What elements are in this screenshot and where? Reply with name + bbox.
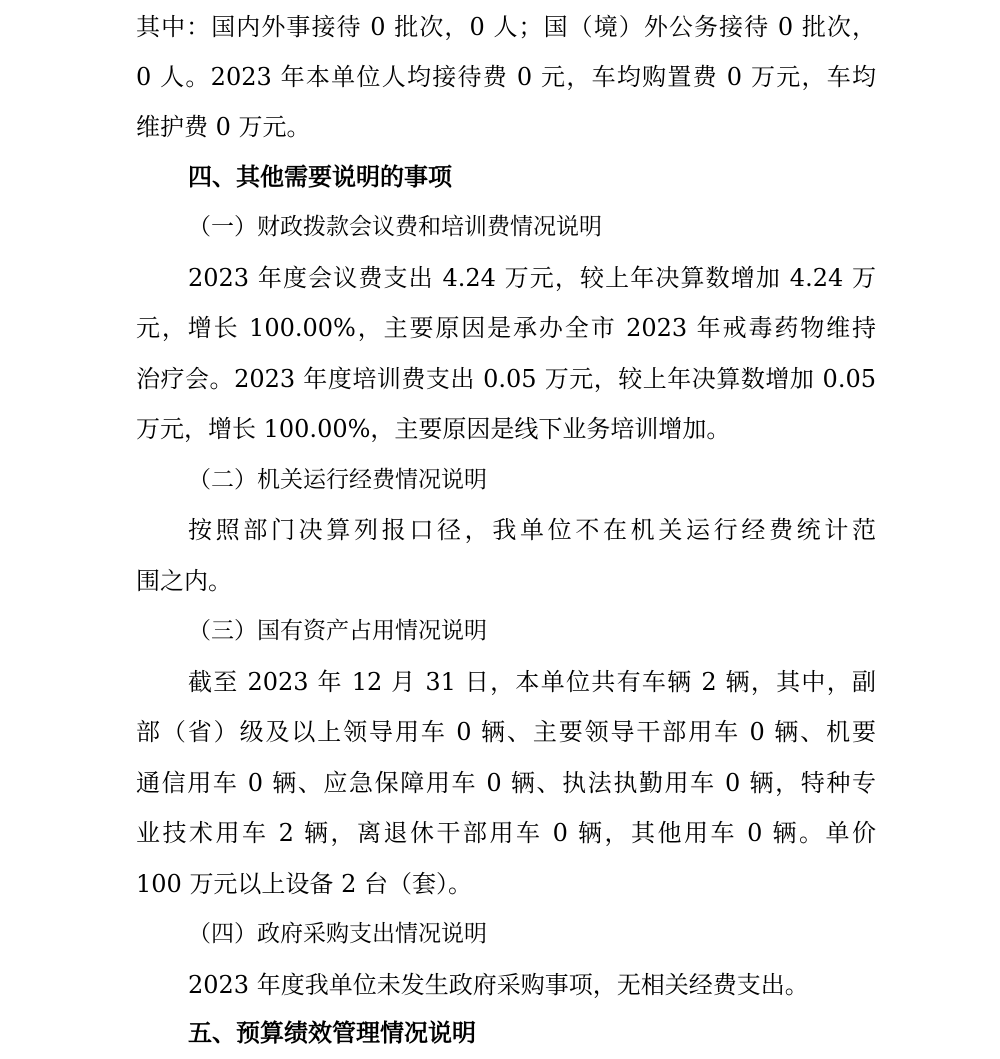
paragraph-line: 部（省）级及以上领导用车 0 辆、主要领导干部用车 0 辆、机要 <box>136 718 876 746</box>
paragraph-line: 截至 2023 年 12 月 31 日，本单位共有车辆 2 辆，其中，副 <box>188 668 876 696</box>
paragraph-line: 维护费 0 万元。 <box>136 113 311 141</box>
subsection-heading: （四）政府采购支出情况说明 <box>188 921 487 947</box>
paragraph-line: 业技术用车 2 辆，离退休干部用车 0 辆，其他用车 0 辆。单价 <box>136 819 876 847</box>
paragraph-line: 通信用车 0 辆、应急保障用车 0 辆、执法执勤用车 0 辆，特种专 <box>136 769 876 797</box>
paragraph-line: 按照部门决算列报口径，我单位不在机关运行经费统计范 <box>188 516 876 544</box>
subsection-heading: （一）财政拨款会议费和培训费情况说明 <box>188 214 602 240</box>
paragraph-line: 万元，增长 100.00%，主要原因是线下业务培训增加。 <box>136 415 731 443</box>
paragraph-line: 其中：国内外事接待 0 批次，0 人；国（境）外公务接待 0 批次， <box>136 13 876 41</box>
paragraph-line: 0 人。2023 年本单位人均接待费 0 元，车均购置费 0 万元，车均 <box>136 63 876 91</box>
section-heading: 五、预算绩效管理情况说明 <box>188 1019 476 1047</box>
paragraph-line: 元，增长 100.00%，主要原因是承办全市 2023 年戒毒药物维持 <box>136 314 876 342</box>
paragraph-line: 2023 年度我单位未发生政府采购事项，无相关经费支出。 <box>188 971 809 999</box>
paragraph-line: 2023 年度会议费支出 4.24 万元，较上年决算数增加 4.24 万 <box>188 264 876 292</box>
paragraph-line: 100 万元以上设备 2 台（套）。 <box>136 870 472 898</box>
paragraph-line: 围之内。 <box>136 567 232 595</box>
subsection-heading: （三）国有资产占用情况说明 <box>188 618 487 644</box>
paragraph-line: 治疗会。2023 年度培训费支出 0.05 万元，较上年决算数增加 0.05 <box>136 365 876 393</box>
section-heading: 四、其他需要说明的事项 <box>188 163 452 191</box>
subsection-heading: （二）机关运行经费情况说明 <box>188 467 487 493</box>
